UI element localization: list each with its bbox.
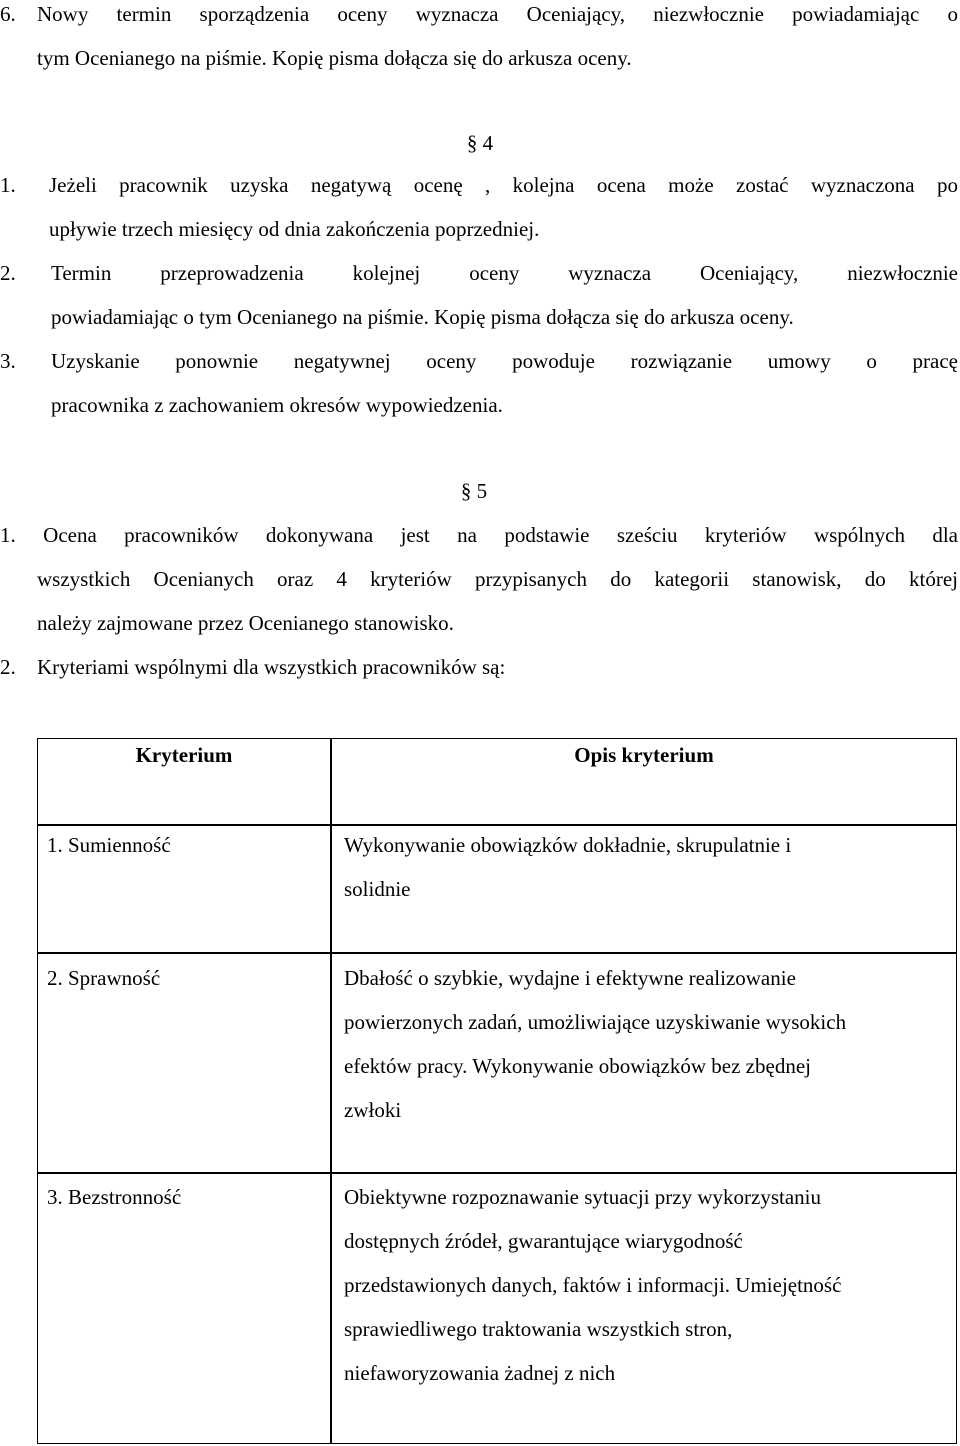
paragraph-6 [0, 0, 958, 80]
s5-paragraph-1 [0, 513, 958, 645]
paragraph-line: pracownika z zachowaniem okresów wypowiedzenia. [51, 393, 503, 417]
description-line: Wykonywanie obowiązków dokładnie, skrupulatnie i [344, 833, 792, 857]
description-line: Dbałość o szybkie, wydajne i efektywne realizowanie [344, 966, 796, 990]
table-header-description: Opis kryterium [574, 743, 714, 767]
s4-paragraph-2 [0, 251, 958, 339]
table-cell-description [344, 823, 956, 911]
paragraph-number: 6. [0, 2, 16, 26]
section-4-heading: § 4 [466, 131, 494, 155]
description-line: sprawiedliwego traktowania wszystkich stron, [344, 1317, 733, 1341]
description-line: powierzonych zadań, umożliwiające uzyskiwanie wysokich [344, 1010, 847, 1034]
table-header-criterion: Kryterium [135, 743, 233, 767]
table-cell-criterion: 2. Sprawność [47, 966, 161, 990]
description-line: efektów pracy. Wykonywanie obowiązków bez zbędnej [344, 1054, 811, 1078]
description-line: niefaworyzowania żadnej z nich [344, 1361, 616, 1385]
description-line: zwłoki [344, 1098, 402, 1122]
paragraph-number: 3. [0, 349, 16, 373]
paragraph-line: Jeżeli pracownik uzyska negatywą ocenę , kolejna ocena może zostać wyznaczona po [49, 173, 958, 197]
paragraph-line [0, 513, 958, 557]
table-cell-criterion: 1. Sumienność [47, 833, 171, 857]
criteria-table [37, 738, 957, 1444]
paragraph-line: wszystkich Ocenianych oraz 4 kryteriów przypisanych do kategorii stanowisk, do której [37, 567, 958, 591]
paragraph-line: należy zajmowane przez Ocenianego stanowisko. [37, 611, 454, 635]
paragraph-line: Termin przeprowadzenia kolejnej oceny wyznacza Oceniający, niezwłocznie [51, 261, 958, 285]
table-cell-description [344, 956, 956, 1132]
paragraph-line-text: Ocena pracowników dokonywana jest na podstawie sześciu kryteriów wspólnych dla [43, 523, 958, 547]
table-cell-description [344, 1175, 956, 1395]
section-5-heading: § 5 [460, 479, 488, 503]
paragraph-line: Kryteriami wspólnymi dla wszystkich pracowników są: [37, 655, 506, 679]
s4-paragraph-3 [0, 339, 958, 427]
paragraph-number: 1. [0, 173, 16, 197]
s4-paragraph-1 [0, 163, 958, 251]
s5-paragraph-2 [0, 645, 958, 689]
description-line: Obiektywne rozpoznawanie sytuacji przy wykorzystaniu [344, 1185, 822, 1209]
description-line: przedstawionych danych, faktów i informacji. Umiejętność [344, 1273, 842, 1297]
table-row-divider [38, 952, 956, 954]
table-row-divider [38, 1172, 956, 1174]
paragraph-line: Nowy termin sporządzenia oceny wyznacza Oceniający, niezwłocznie powiadamiając o [37, 2, 958, 26]
paragraph-line: upływie trzech miesięcy od dnia zakończenia poprzedniej. [49, 217, 540, 241]
table-cell-criterion: 3. Bezstronność [47, 1185, 182, 1209]
description-line: dostępnych źródeł, gwarantujące wiarygodność [344, 1229, 743, 1253]
paragraph-number: 2. [0, 655, 16, 679]
table-column-divider [330, 739, 332, 1443]
paragraph-number: 2. [0, 261, 16, 285]
paragraph-line: powiadamiając o tym Ocenianego na piśmie. Kopię pisma dołącza się do arkusza oceny. [51, 305, 794, 329]
paragraph-line: Uzyskanie ponownie negatywnej oceny powoduje rozwiązanie umowy o pracę [51, 349, 958, 373]
paragraph-line: tym Ocenianego na piśmie. Kopię pisma dołącza się do arkusza oceny. [37, 46, 632, 70]
description-line: solidnie [344, 877, 411, 901]
paragraph-number: 1. [0, 523, 16, 547]
